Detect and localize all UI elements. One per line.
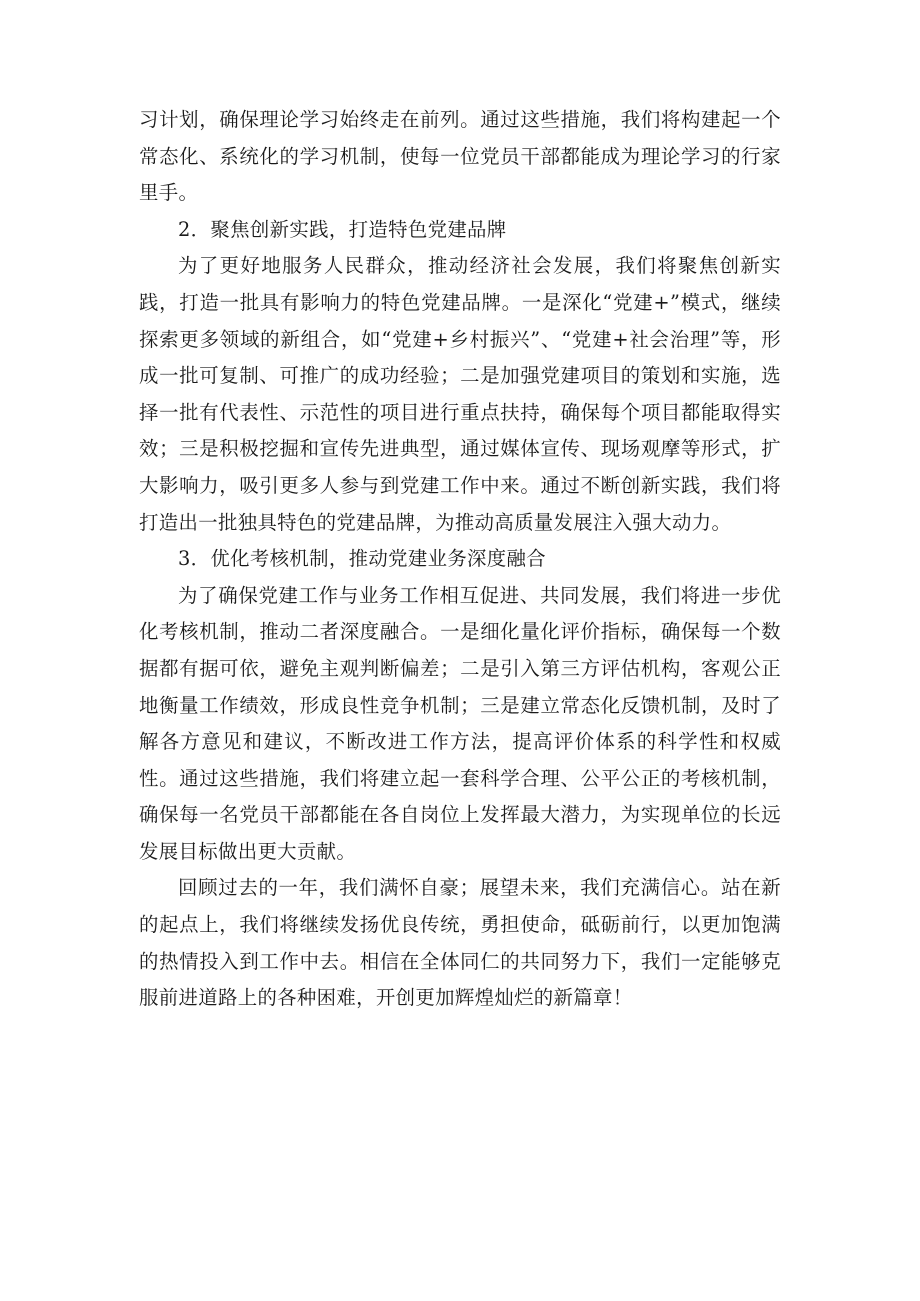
paragraph-conclusion: 回顾过去的一年，我们满怀自豪；展望未来，我们充满信心。站在新的起点上，我们将继续发扬优良传统，勇担使命，砥砺前行，以更加饱满的热情投入到工作中去。相信在全体同仁的共同努力下，我们一定能够克服前进道路上的各种困难，开创更加辉煌灿烂的新篇章！ [139, 876, 781, 1010]
paragraph-assessment-mechanism: 为了确保党建工作与业务工作相互促进、共同发展，我们将进一步优化考核机制，推动二者深度融合。一是细化量化评价指标，确保每一个数据都有据可依，避免主观判断偏差；二是引入第三方评估机构，客观公正地衡量工作绩效，形成良性竞争机制；三是建立常态化反馈机制，及时了解各方意见和建议，不断改进工作方法，提高评价体系的科学性和权威性。通过这些措施，我们将建立起一套科学合理、公平公正的考核机制，确保每一名党员干部都能在各自岗位上发挥最大潜力，为实现单位的长远发展目标做出更大贡献。 [139, 583, 781, 863]
section-heading-2: 2．聚焦创新实践，打造特色党建品牌 [178, 217, 507, 241]
document-page [139, 102, 781, 1017]
paragraph-innovation-practice: 为了更好地服务人民群众，推动经济社会发展，我们将聚焦创新实践，打造一批具有影响力的特色党建品牌。一是深化“党建+”模式，继续探索更多领域的新组合，如“党建+乡村振兴”、“党建+社会治理”等，形成一批可复制、可推广的成功经验；二是加强党建项目的策划和实施，选择一批有代表性、示范性的项目进行重点扶持，确保每个项目都能取得实效；三是积极挖掘和宣传先进典型，通过媒体宣传、现场观摩等形式，扩大影响力，吸引更多人参与到党建工作中来。通过不断创新实践，我们将打造出一批独具特色的党建品牌，为推动高质量发展注入强大动力。 [139, 254, 781, 534]
paragraph-continuation: 习计划，确保理论学习始终走在前列。通过这些措施，我们将构建起一个常态化、系统化的学习机制，使每一位党员干部都能成为理论学习的行家里手。 [139, 108, 781, 205]
section-heading-3: 3．优化考核机制，推动党建业务深度融合 [178, 547, 547, 571]
